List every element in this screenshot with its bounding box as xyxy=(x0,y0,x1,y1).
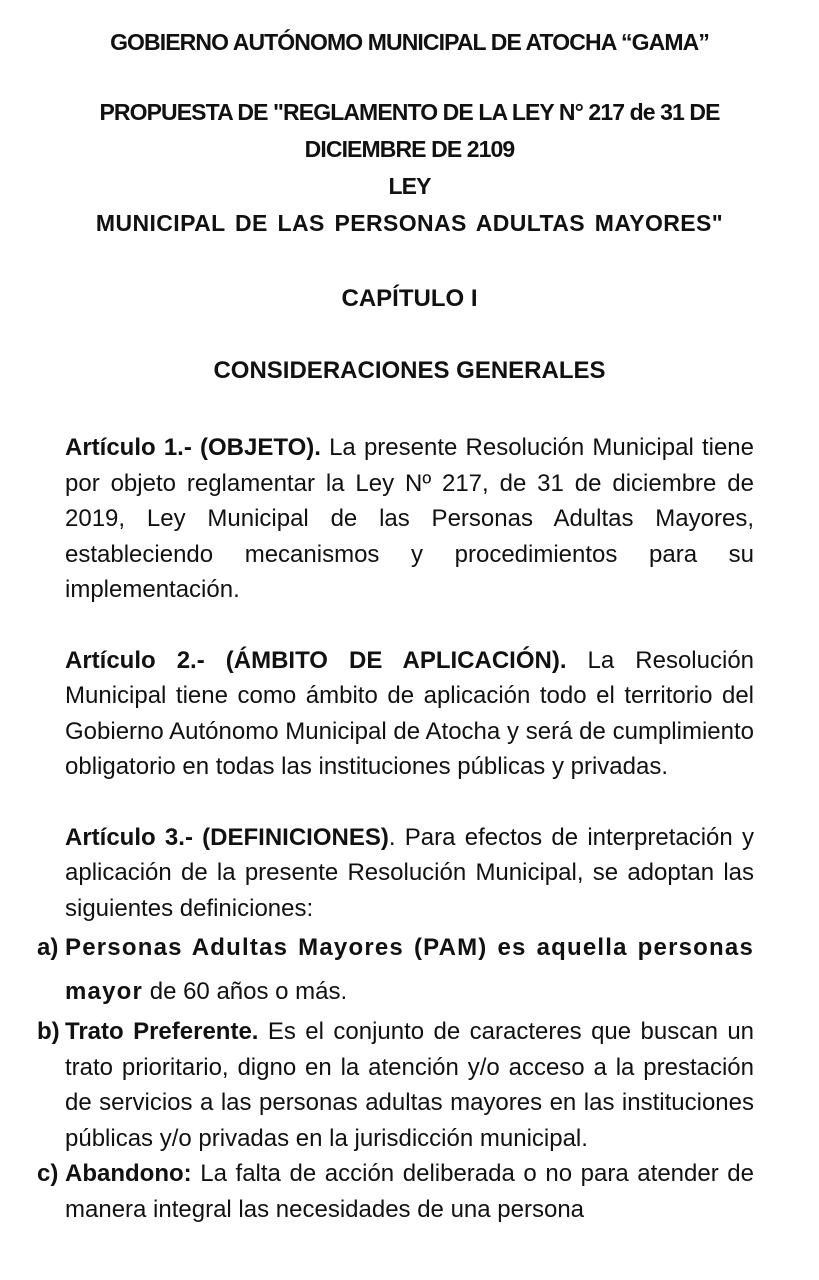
government-title: GOBIERNO AUTÓNOMO MUNICIPAL DE ATOCHA “GAMA” xyxy=(110,29,709,55)
definition-text: de 60 años o más. xyxy=(143,978,348,1005)
definition-marker: b) xyxy=(37,1018,60,1045)
definition-a xyxy=(37,926,754,1014)
proposal-line-3: LEY xyxy=(388,173,431,199)
definition-c xyxy=(37,1156,754,1227)
article-3-body: . Para efectos de interpretación y aplicación de la presente Resolución Municipal, se adoptan las siguientes definiciones: xyxy=(65,823,754,922)
proposal-line-1: PROPUESTA DE "REGLAMENTO DE LA LEY N° 217 de 31 DE xyxy=(99,99,720,125)
chapter-heading: CAPÍTULO I xyxy=(341,285,478,312)
article-3-heading: Artículo 3.- (DEFINICIONES) xyxy=(65,823,389,851)
definition-term: Personas Adultas Mayores (PAM) es aquella personas mayor xyxy=(65,934,754,1005)
definition-text: La falta de acción deliberada o no para atender de manera integral las necesidades de una persona xyxy=(65,1160,754,1223)
definitions-list xyxy=(37,926,755,1227)
proposal-line-4: MUNICIPAL DE LAS PERSONAS ADULTAS MAYORES" xyxy=(95,210,724,236)
article-3 xyxy=(65,820,754,927)
article-1-heading: Artículo 1.- (OBJETO). xyxy=(65,434,321,461)
article-1-body: La presente Resolución Municipal tiene por objeto reglamentar la Ley Nº 217, de 31 de diciembre de 2019, Ley Municipal de las Personas Adultas Mayores, estableciendo mecanismos y procedimientos para su implementación. xyxy=(65,434,755,603)
definition-marker: c) xyxy=(37,1160,59,1187)
definition-b xyxy=(37,1014,755,1156)
proposal-line-2: DICIEMBRE DE 2109 xyxy=(304,136,515,162)
definition-marker: a) xyxy=(37,934,59,961)
proposal-title xyxy=(55,94,764,242)
definition-term: Abandono: xyxy=(65,1160,192,1187)
definition-term: Trato Preferente. xyxy=(65,1018,259,1045)
section-heading: CONSIDERACIONES GENERALES xyxy=(213,357,606,384)
definition-text: Es el conjunto de caracteres que buscan un trato prioritario, digno en la atención y/o acceso a la prestación de servicios a las personas adultas mayores en las instituciones públicas y/o privadas en la jurisdicción municipal. xyxy=(65,1018,755,1152)
article-2-body: La Resolución Municipal tiene como ámbito de aplicación todo el territorio del Gobierno Autónomo Municipal de Atocha y será de cumplimiento obligatorio en todas las instituciones públicas y privadas. xyxy=(65,646,755,780)
article-1 xyxy=(65,430,754,608)
article-2 xyxy=(65,643,754,785)
article-2-heading: Artículo 2.- (ÁMBITO DE APLICACIÓN). xyxy=(65,646,567,674)
